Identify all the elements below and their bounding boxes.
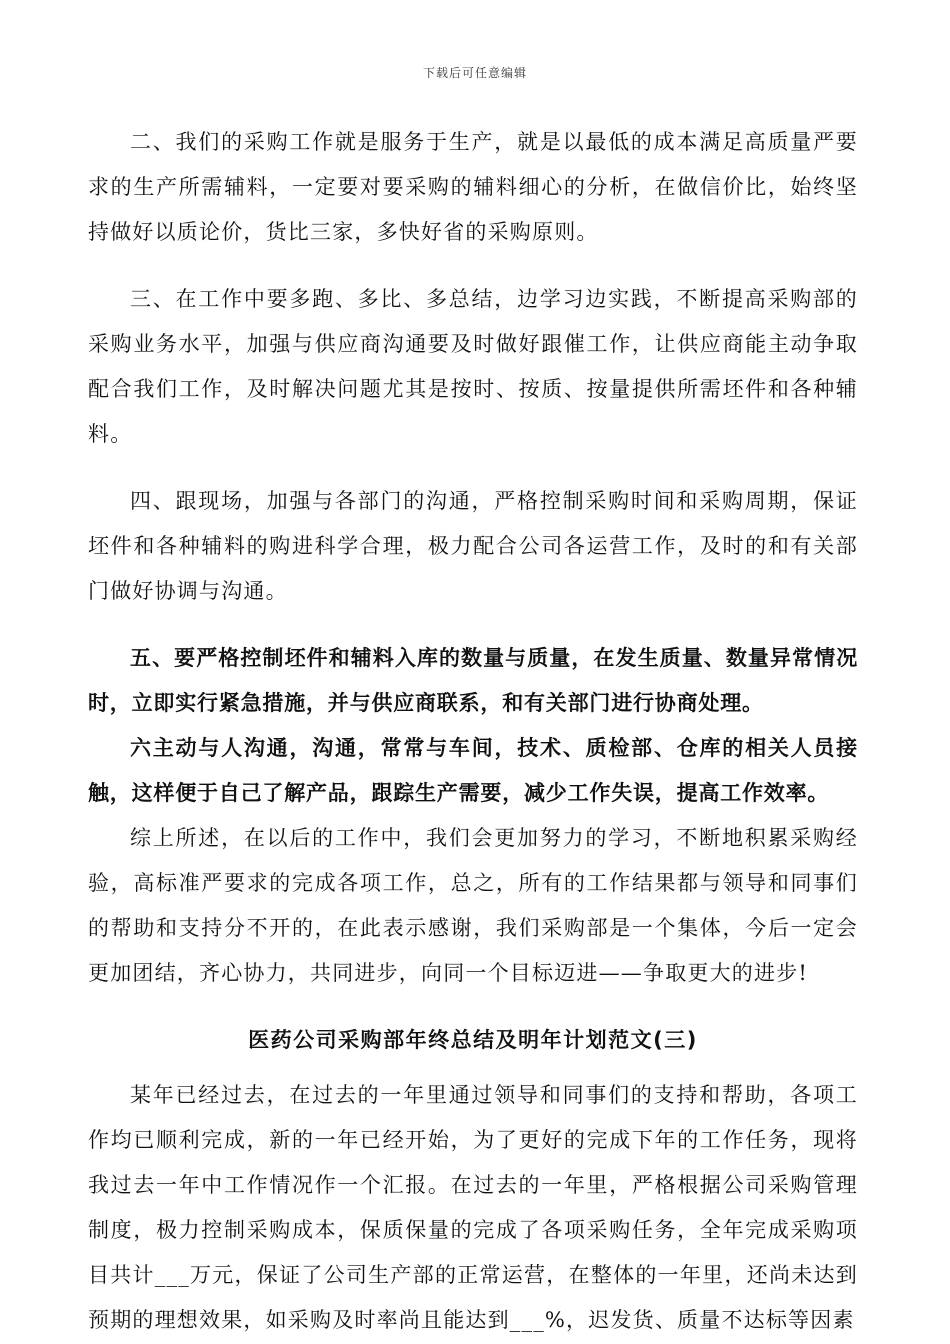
paragraph-active-communication: 六主动与人沟通，沟通，常常与车间，技术、质检部、仓库的相关人员接触，这样便于自己了解产品，跟踪生产需要，减少工作失误，提高工作效率。 <box>88 736 858 805</box>
paragraph-section-intro: 某年已经过去，在过去的一年里通过领导和同事们的支持和帮助，各项工作均已顺利完成，新的一年已经开始，为了更好的完成下年的工作任务，现将我过去一年中工作情况作一个汇报。在过去的一年里，严格根据公司采购管理制度，极力控制采购成本，保质保量的完成了各项采购任务，全年完成采购项目共计___万元，保证了公司生产部的正常运营，在整体的一年里，还尚未达到预期的理想效果，如采购及时率尚且能达到___%，迟发货、质量不达标等因素 <box>88 1083 858 1332</box>
paragraph-department-coordination: 四、跟现场，加强与各部门的沟通，严格控制采购时间和采购周期，保证坯件和各种辅料的购进科学合理，极力配合公司各运营工作，及时的和有关部门做好协调与沟通。 <box>88 489 858 603</box>
page-header: 下载后可任意编辑 <box>422 66 527 80</box>
section-title: 医药公司采购部年终总结及明年计划范文(三) <box>248 1028 698 1052</box>
paragraph-procurement-principle: 二、我们的采购工作就是服务于生产，就是以最低的成本满足高质量严要求的生产所需辅料，一定要对要采购的辅料细心的分析，在做信价比，始终坚持做好以质论价，货比三家，多快好省的采购原则。 <box>88 130 858 244</box>
paragraph-quality-control: 五、要严格控制坯件和辅料入库的数量与质量，在发生质量、数量异常情况时，立即实行紧急措施，并与供应商联系，和有关部门进行协商处理。 <box>88 646 858 715</box>
paragraph-supplier-communication: 三、在工作中要多跑、多比、多总结，边学习边实践，不断提高采购部的采购业务水平，加强与供应商沟通要及时做好跟催工作，让供应商能主动争取配合我们工作，及时解决问题尤其是按时、按质、按量提供所需坯件和各种辅料。 <box>88 287 858 446</box>
document-body <box>88 120 858 1343</box>
paragraph-summary: 综上所述，在以后的工作中，我们会更加努力的学习，不断地积累采购经验，高标准严要求的完成各项工作，总之，所有的工作结果都与领导和同事们的帮助和支持分不开的，在此表示感谢，我们采购部是一个集体，今后一定会更加团结，齐心协力，共同进步，向同一个目标迈进——争取更大的进步! <box>88 826 858 985</box>
